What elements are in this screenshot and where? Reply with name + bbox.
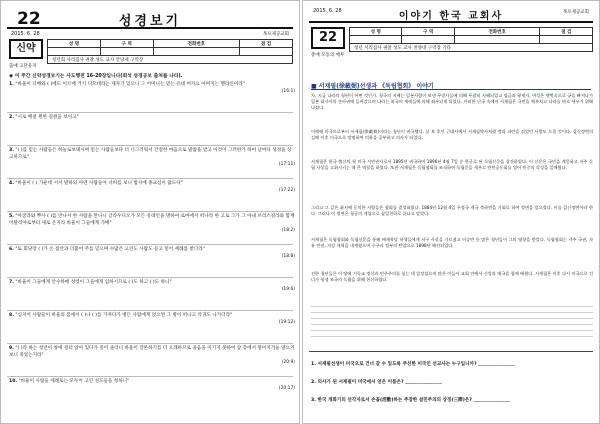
right-date: 2015. 6. 28 [313,8,342,14]
question-divider [7,310,293,311]
article-paragraph: 서재필은 한국 출신의 첫 미국 시민권자로서 1895년 귀국하여 1896년 4월 7일 순 한글로 된 독립신문을 창간하였다. 이 신문은 국민을 계몽하고 자주 독립 사상을 고취시키는 데 큰 역할을 하였다. 또한 서재필은 독립협회를 조직하여 독립문을 세우고 만민공동회를 열어 민중의 각성을 일깨웠다. [311,159,593,170]
question-number: 2. [9,115,14,120]
question-divider [7,277,293,278]
grid-district-label: 구 역 [100,40,153,48]
grid-role-row[interactable]: 청년회 사리집사 권찰 성도 교사 안당제 구역장 [48,56,293,64]
question-item[interactable] [9,346,295,365]
question-number: 3. [9,148,14,153]
article-title-rule [311,89,591,90]
review-question[interactable]: 2. 의사가 된 서재필이 미국에서 얻은 이름은? ________________ [311,380,442,385]
question-divider [7,145,293,146]
article-paragraph: 이때에 미국으로부터 서재필(徐載弼)이라는 청년이 귀국했다. 살 보 후인 근대사에서 서재필박사처럼 정과 파란을 겪었던 사람도 드물 것이다. 갑신정변의 실패 이후 미국으로 망명하여 의학을 공부하고 의사가 되었다. [311,129,593,140]
question-reference: (17:22) [278,188,295,193]
question-number: 4. [9,181,14,186]
grid-name-label: 성 명 [48,40,101,48]
question-reference: (16:1) [281,89,295,94]
question-item[interactable] [9,313,295,325]
question-number: 6. [9,247,14,252]
question-item[interactable] [9,148,295,167]
question-divider [7,343,293,344]
left-date: 2015. 6. 28 [11,31,40,37]
left-section-badge: 신약 [9,39,43,59]
left-tag: 목포제공교회 [262,32,289,37]
question-text: "아굴라와 뿌사 ( )를 만나서 한 사람을 만나니 글라우디오가 모든 유대인을 명하여 로마에서 떠나라 한 고로 그가 그 아내 브리스길라와 함께 이탈리야로부터 새로 온지라 바울이 그들에게 가매" [9,214,295,226]
question-text: "바울이 그들에게 안수하매 성령이 그들에게 임하시므로 ( )도 하고 ( )도 하니" [15,280,172,285]
grid-district-cell[interactable] [100,48,153,56]
question-divider [7,376,293,377]
question-reference: (19:12) [278,320,295,325]
article-paragraph: 서재필은 독립협회와 독립신문을 통해 배재학당 학생들에게 서구 사상을 가르쳤고 이승만 등 많은 청년들이 그의 영향을 받았다. 독립협회는 자주 국권, 자유 민권, 자강 개혁을 내세웠으며 수구파 정부의 탄압으로 1898년 해산되었다. [311,237,593,248]
bullet-icon: ■ [311,83,317,90]
grid-name-label: 성 명 [350,28,402,36]
grid-phone-label: 전화번호 [153,40,239,48]
grid-district-cell[interactable] [402,36,454,44]
question-text: "( )를 믿는 사람들은 하늘로보내시며 믿는 사람들보다 더 너그러워서 간절한 마음으로 말씀을 받고 이것이 그러한가 하여 날마다 성경을 상고하므로" [9,148,292,160]
question-divider [7,211,293,212]
right-banner: 이야기 한국 교회사 [398,11,504,22]
bullet-icon: ◉ [9,74,14,79]
grid-name-cell[interactable] [48,48,101,56]
grid-check-label: 점 검 [240,40,293,48]
question-reference: (17:11) [278,161,295,167]
grid-role-row[interactable]: 청년 서리집사 권찰 성도 교사 찬양대 구역장 기타 [350,44,593,52]
article-paragraph: 선한 청년들은 이 땅에 기독교 정신과 민주주의를 심는 데 앞장섰으며 많은 이들이 교회 안에서 신앙과 애국을 함께 배웠다. 서재필은 이후 다시 미국으로 건너가 평생 조국의 독립을 위해 헌신하였다. [311,271,593,282]
grid-check-label: 점 검 [540,28,593,36]
questions-divider [309,351,593,352]
right-header-rule [309,21,593,23]
question-text: "심지어 사람들이 바울의 몸에서 ( )나 ( )를 가져다가 병든 사람에게 얹으면 그 병이 떠나고 악귀도 나가더라" [15,313,233,318]
question-reference: (18:2) [281,227,295,233]
grid-name-cell[interactable] [350,36,402,44]
grid-district-label: 구 역 [402,28,454,36]
article-paragraph: 자, 지금 나라의 형편이 어떤 것인가. 청국의 지배는 일본사람이 보낸 무장사들에 의해 무참히 사해되었고 임금과 왕세자, 여성은 엣벗속으로 궁을 빠져나가 일본 러시아의 손아귀에 들어갔으며 나라는 외국의 세력들에 의해 좌우되게 되었다. 이러한 난국 속에서 서재필은 국민을 깨우치고 나라를 바로 세우기 위해 나섰다. [311,93,593,110]
question-reference: (20:9) [281,359,295,365]
article-text-continuation [311,301,593,337]
left-header-rule [7,27,293,29]
question-number: 7. [9,280,14,285]
question-number: 10. [9,379,18,384]
question-item[interactable] [9,181,295,193]
left-title: 성경보기 [118,14,182,29]
question-number: 9. [9,346,14,351]
grid-check-cell[interactable] [240,48,293,56]
article-paragraph: 그리고 그 같은 취지에 동의한 사람들은 협회를 결성하였다. 1884년 12월 4일 우정국 개국 축하연을 기회로 하여 정변을 일으켰다. 이를 갑신정변이라 한다. 그러나 이 정변은 청군의 개입으로 삼일천하로 끝나고 말았다. [311,205,593,216]
text-line [311,331,593,337]
right-tag: 목포제공교회 [562,10,589,15]
article-title: ■ 서재필(徐載弼)선생과 《독립협회》 이야기 [311,83,434,90]
question-item[interactable] [9,82,295,94]
grid-check-cell[interactable] [540,36,593,44]
left-section-sub: 출애 고단유지 [9,64,37,69]
question-divider [7,244,293,245]
question-text: "시로 배설 원한 길원을 보이고" [15,115,79,120]
question-number: 1. [9,82,14,87]
question-text: "바울이 ( ) 가운데 서서 말하되 아덴 사람들아 너희를 보니 범사에 종교심이 많도다" [15,181,183,186]
question-item[interactable] [9,280,295,292]
right-page [302,0,600,424]
grid-phone-cell[interactable] [153,48,239,56]
right-info-grid [349,27,593,52]
question-number: 5. [9,214,14,219]
grid-phone-cell[interactable] [454,36,540,44]
right-section-sub: 총애 모동의 예루 [311,53,345,58]
question-text: "또 회당장 ( )가 온 집안과 더불어 주를 믿으며 수많은 고린도 사람도 듣고 믿어 세례를 받더라" [15,247,205,252]
question-divider [7,112,293,113]
question-reference: (18:8) [281,254,295,259]
question-text: "바울이 더베와 ( )에도 이르매 거기 디모데라는 제자가 있으니 그 어머니는 믿는 유대 여자요 아버지는 헬라인이라" [15,82,245,87]
question-number: 8. [9,313,14,318]
left-info-grid [47,39,293,64]
question-reference: (20:17) [278,386,295,391]
question-text: "바울이 사람들 세례로는 모두이 고린 성도들을 청하니" [18,379,130,384]
question-item[interactable] [9,379,295,391]
question-item[interactable] [9,247,295,259]
review-question[interactable]: 1. 서재필선생이 미국으로 건너 갈 수 있도록 주선한 미국인 선교사는 누구입니까? ________________ [311,362,515,367]
right-issue-number: 22 [311,27,345,49]
left-issue-number: 22 [17,9,41,29]
grid-phone-label: 전화번호 [454,28,540,36]
question-reference: (19:6) [281,287,295,292]
left-header [7,7,293,29]
question-text: "( )라 하는 청년이 창에 걸터 앉아 있다가 깊이 졸더니 바울이 강론하기를 더 오래하므로 졸음을 이기지 못하여 삼 층에서 떨어지거늘 일으켜보니 죽었는지라" [9,346,295,358]
question-divider [7,178,293,179]
question-item[interactable] [9,115,295,122]
left-instruction: ◉ 이 주간 신약성경보기는 사도행전 16-20장입니다(회석 성경공보 출처를 나타). [9,74,183,79]
review-question[interactable]: 3. 한국 개화기의 선각자로서 손꼽(活動)하는 주장한 설민주의의 상징(三際)은? ________________ [311,398,511,403]
question-item[interactable] [9,214,295,233]
